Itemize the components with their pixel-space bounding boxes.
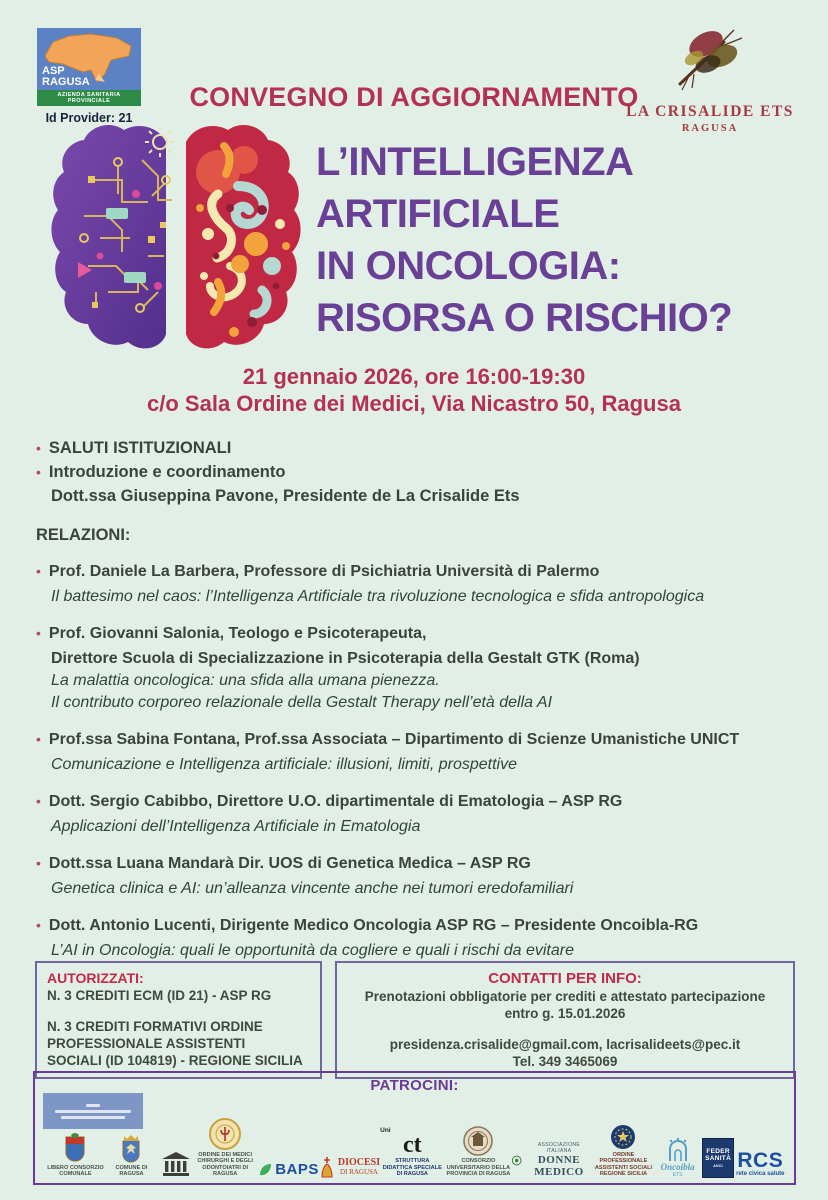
oncoibla-logo: Oncoibla ETS: [654, 1137, 702, 1178]
kicker-heading: CONVEGNO DI AGGIORNAMENTO: [189, 82, 639, 112]
diocesi-icon: [319, 1156, 335, 1178]
credits-line: PROFESSIONALE ASSISTENTI: [47, 1036, 246, 1051]
federsanita-logo: [702, 1138, 735, 1178]
program-section: [36, 438, 798, 962]
credits-box: [35, 961, 322, 1079]
credits-line: N. 3 CREDITI FORMATIVI ORDINE: [47, 1019, 263, 1034]
star-circle-icon: [610, 1124, 636, 1150]
title-line-4: RISORSA O RISCHIO?: [316, 296, 733, 340]
relazione-item: [36, 791, 798, 838]
talk-title: Il contributo corporeo relazionale della Gestalt Therapy nell’età della AI: [51, 694, 553, 711]
talk-title: Il battesimo nel caos: l’Intelligenza Artificiale tra rivoluzione tecnologica e sfida antropologica: [51, 588, 705, 605]
sicily-map-icon: [37, 28, 141, 90]
event-venue: c/o Sala Ordine dei Medici, Via Nicastro 50, Ragusa: [147, 391, 681, 416]
speaker-name: • Dott. Antonio Lucenti, Dirigente Medico Oncologia ASP RG – Presidente Oncoibla-RG: [48, 917, 699, 934]
intro-label: • Introduzione e coordinamento: [48, 463, 286, 481]
comune-ragusa-logo: COMUNE DI RAGUSA: [104, 1133, 159, 1178]
speaker-name: • Dott. Sergio Cabibbo, Direttore U.O. dipartimentale di Ematologia – ASP RG: [48, 793, 623, 810]
event-datetime: 21 gennaio 2026, ore 16:00-19:30: [242, 364, 586, 389]
diocesi-ragusa-logo: DIOCESI DI RAGUSA: [319, 1156, 380, 1178]
sepia-seal-icon: [463, 1126, 493, 1156]
patrocini-title: PATROCINI:: [370, 1077, 459, 1094]
contacts-deadline: entro g. 15.01.2026: [504, 1006, 626, 1021]
arch-icon: [665, 1137, 691, 1163]
speaker-role: Direttore Scuola di Specializzazione in Psicoterapia della Gestalt GTK (Roma): [51, 650, 640, 667]
title-line-3: IN ONCOLOGIA:: [316, 244, 621, 288]
speaker-name: • Prof. Daniele La Barbera, Professore di Psichiatria Università di Palermo: [48, 563, 600, 580]
unict-logo: Uni ct STRUTTURA DIDATTICA SPECIALE DI RAGUSA: [380, 1127, 442, 1178]
relazione-item: [36, 561, 798, 608]
brain-illustration-icon: [48, 116, 304, 360]
relazione-item: [36, 915, 798, 962]
gold-seal-icon: [209, 1118, 241, 1150]
asp-name-line1: ASP: [42, 65, 65, 77]
baps-logo: BAPS: [258, 1161, 319, 1178]
relazione-item: [36, 853, 798, 900]
navy-badge-icon: FEDER SANITÀ ANCI: [702, 1138, 734, 1178]
contacts-emails: presidenza.crisalide@gmail.com, lacrisalideets@pec.it: [389, 1037, 741, 1052]
patrocini-box: [33, 1071, 796, 1185]
temple-emblem-icon: [159, 1152, 192, 1178]
contacts-line: Prenotazioni obbligatorie per crediti e attestato partecipazione: [364, 989, 766, 1004]
butterfly-icon: [658, 18, 762, 98]
talk-title: Applicazioni dell’Intelligenza Artificiale in Ematologia: [51, 818, 421, 835]
footer-boxes: [35, 961, 795, 1079]
green-emblem-icon: [512, 1154, 521, 1167]
donne-medico-logo: ASSOCIAZIONE ITALIANA DONNE MEDICO: [512, 1142, 593, 1178]
intro-coordinator: Dott.ssa Giuseppina Pavone, Presidente de La Crisalide Ets: [51, 487, 520, 505]
relazioni-header: RELAZIONI:: [36, 526, 131, 544]
libero-consorzio-logo: LIBERO CONSORZIO COMUNALE: [47, 1133, 104, 1178]
speaker-name: • Prof. Giovanni Salonia, Teologo e Psicoterapeuta,: [48, 625, 427, 642]
crest-icon: [63, 1133, 87, 1163]
page-title: [316, 136, 816, 344]
consorzio-universitario-logo: CONSORZIO UNIVERSITARIO DELLA PROVINCIA DI RAGUSA: [444, 1126, 512, 1178]
eagle-crest-icon: [120, 1133, 142, 1163]
event-when-where: [0, 364, 828, 418]
asp-strip-label: AZIENDA SANITARIA PROVINCIALE: [37, 90, 141, 106]
assistenti-sociali-logo: ORDINE PROFESSIONALE ASSISTENTI SOCIALI REGIONE SICILIA: [593, 1124, 654, 1178]
speaker-name: • Prof.ssa Sabina Fontana, Prof.ssa Associata – Dipartimento di Scienze Umanistiche UNICT: [48, 731, 740, 748]
crisalide-city: RAGUSA: [681, 123, 739, 134]
title-line-1: L’INTELLIGENZA: [316, 140, 634, 184]
contacts-phone: Tel. 349 3465069: [512, 1054, 618, 1069]
id-provider-label: Id Provider: 21: [45, 111, 133, 125]
crisalide-logo: [620, 18, 800, 134]
intro-label: • SALUTI ISTITUZIONALI: [48, 439, 232, 457]
credits-line: N. 3 CREDITI ECM (ID 21) - ASP RG: [47, 988, 272, 1003]
asp-name-line2: RAGUSA: [42, 76, 90, 88]
relazione-item: [36, 623, 798, 714]
intro-item-saluti: [36, 438, 798, 459]
talk-title: La malattia oncologica: una sfida alla umana pienezza.: [51, 672, 440, 689]
talk-title: Genetica clinica e AI: un’alleanza vincente anche nei tumori eredofamiliari: [51, 880, 574, 897]
contacts-box: [335, 961, 795, 1079]
credits-line: SOCIALI (ID 104819) - REGIONE SICILIA: [47, 1053, 303, 1068]
contacts-title: CONTATTI PER INFO:: [488, 970, 642, 987]
ordine-medici-logo: ORDINE DEI MEDICI CHIRURGHI E DEGLI ODONTOIATRI DI RAGUSA: [192, 1118, 258, 1178]
title-line-2: ARTIFICIALE: [316, 192, 560, 236]
intro-item-coordinamento: [36, 462, 798, 483]
talk-title: L’AI in Oncologia: quali le opportunità da cogliere e quali i rischi da evitare: [51, 942, 574, 959]
speaker-name: • Dott.ssa Luana Mandarà Dir. UOS di Genetica Medica – ASP RG: [48, 855, 531, 872]
talk-title: Comunicazione e Intelligenza artificiale: illusioni, limiti, prospettive: [51, 756, 517, 773]
leaf-icon: [258, 1163, 272, 1177]
relazione-item: [36, 729, 798, 776]
crisalide-name: LA CRISALIDE ETS: [626, 103, 794, 120]
patrocini-logo-row: [47, 1118, 786, 1178]
credits-title: AUTORIZZATI:: [47, 970, 144, 986]
rcs-logo: RCS rete civica salute: [736, 1149, 785, 1177]
